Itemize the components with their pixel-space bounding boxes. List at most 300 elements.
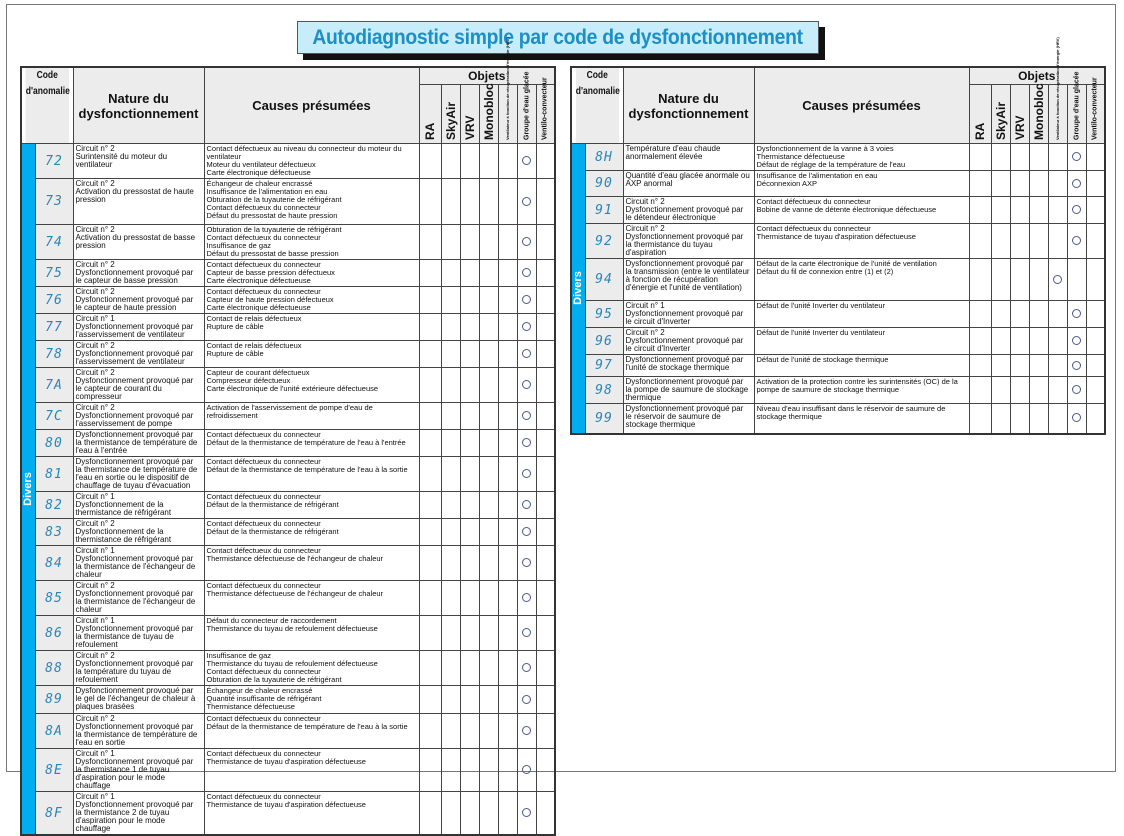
object-cell: [536, 260, 555, 287]
nature-cell: [623, 197, 754, 224]
object-cell: [1048, 171, 1067, 197]
cause-line: Contact défectueux du connecteur: [206, 287, 321, 296]
object-cell: [991, 301, 1010, 328]
nature-line: Dysfonctionnement provoqué par le circuit d'Inverter: [625, 309, 744, 326]
object-cell: [460, 287, 479, 314]
causes-cell: [204, 546, 419, 581]
object-cell: [441, 686, 460, 714]
table-row: [21, 651, 555, 686]
cause-line: Capteur de basse pression défectueux: [206, 268, 335, 277]
error-code: 8E: [35, 749, 73, 792]
object-cell: [517, 546, 536, 581]
applicable-mark-icon: [522, 349, 531, 358]
title-banner: [297, 21, 819, 54]
nature-cell: [73, 457, 204, 492]
cause-line: Thermistance de tuyau d'aspiration défectueuse: [206, 800, 366, 809]
object-cell: [536, 714, 555, 749]
object-cell: [536, 546, 555, 581]
object-cell: [441, 616, 460, 651]
nature-line: Dysfonctionnement provoqué par le capteur de courant du compresseur: [75, 376, 194, 401]
causes-cell: [204, 616, 419, 651]
nature-cell: [73, 403, 204, 430]
table-row: [571, 377, 1105, 404]
object-cell: [517, 403, 536, 430]
object-cell: [441, 546, 460, 581]
object-cell: [1010, 377, 1029, 404]
object-cell: [479, 519, 498, 546]
table-row: [571, 259, 1105, 301]
table-row: [571, 197, 1105, 224]
table-row: [21, 714, 555, 749]
object-cell: [460, 179, 479, 225]
cause-line: Quantité insuffisante de réfrigérant: [206, 694, 322, 703]
object-cell: [1010, 144, 1029, 171]
cause-line: Obturation de la tuyauterie de réfrigérant: [206, 195, 342, 204]
object-cell: [479, 457, 498, 492]
causes-cell: [754, 377, 969, 404]
object-cell: [536, 616, 555, 651]
object-cell: [419, 581, 441, 616]
causes-cell: [204, 144, 419, 179]
object-cell: [1010, 224, 1029, 259]
table-row: [571, 328, 1105, 355]
column-label: Groupe d'eau glacée: [523, 71, 530, 140]
object-cell: [1048, 259, 1067, 301]
object-cell: [441, 179, 460, 225]
object-cell: [498, 144, 517, 179]
object-cell: [460, 368, 479, 403]
column-label: SkyAir: [443, 101, 458, 140]
object-cell: [460, 686, 479, 714]
nature-line: Dysfonctionnement provoqué par la thermistance de température de l'eau à l'entrée: [75, 430, 198, 455]
cause-line: Activation de la protection contre les surintensités (OC) de la pompe de saumure de stockage thermique: [756, 377, 958, 394]
table-row: [21, 492, 555, 519]
applicable-mark-icon: [522, 268, 531, 277]
cause-line: Thermistance défectueuse de l'échangeur de chaleur: [206, 589, 384, 598]
group-divers: [21, 144, 35, 836]
causes-cell: [204, 792, 419, 836]
nature-line: Circuit n° 2: [75, 714, 115, 723]
nature-line: Circuit n° 1: [75, 492, 115, 501]
nature-line: Circuit n° 2: [75, 260, 115, 269]
object-cell: [536, 581, 555, 616]
column-label: Ventilateur à fonction de récupération d'énergie (HRV): [504, 37, 510, 140]
object-cell: [441, 260, 460, 287]
nature-line: Circuit n° 2: [75, 403, 115, 412]
cause-line: Rupture de câble: [206, 349, 264, 358]
object-cell: [1086, 355, 1105, 377]
nature-line: Circuit n° 1: [625, 301, 665, 310]
applicable-mark-icon: [522, 380, 531, 389]
error-code: 78: [35, 341, 73, 368]
diagnostic-table-left: [20, 37, 556, 836]
causes-cell: [204, 430, 419, 457]
object-cell: [419, 368, 441, 403]
column-label: VRV: [462, 115, 477, 140]
object-cell: [460, 546, 479, 581]
nature-line: Dysfonctionnement de la thermistance de réfrigérant: [75, 527, 172, 544]
object-cell: [991, 171, 1010, 197]
object-cell: [1086, 197, 1105, 224]
object-cell: [419, 519, 441, 546]
page-title: Autodiagnostic simple par code de dysfonctionnement: [312, 25, 804, 49]
object-cell: [498, 430, 517, 457]
object-cell: [441, 792, 460, 836]
nature-cell: [73, 651, 204, 686]
nature-line: Quantité d'eau glacée anormale ou AXP anormal: [625, 171, 750, 188]
nature-line: Circuit n° 1: [75, 792, 115, 801]
error-code: 95: [585, 301, 623, 328]
object-cell: [460, 749, 479, 792]
nature-cell: [73, 225, 204, 260]
table-row: [21, 179, 555, 225]
object-cell: [498, 403, 517, 430]
applicable-mark-icon: [522, 411, 531, 420]
object-cell: [517, 287, 536, 314]
causes-cell: [204, 519, 419, 546]
object-cell: [441, 368, 460, 403]
object-cell: [517, 651, 536, 686]
object-cell: [419, 144, 441, 179]
object-cell: [441, 403, 460, 430]
header-column: [969, 85, 991, 144]
cause-line: Défaut de l'unité Inverter du ventilateur: [756, 328, 886, 337]
cause-line: Défaut de la thermistance de température de l'eau à la sortie: [206, 722, 408, 731]
applicable-mark-icon: [1072, 236, 1081, 245]
causes-cell: [204, 403, 419, 430]
object-cell: [1029, 224, 1048, 259]
header-column: [419, 85, 441, 144]
applicable-mark-icon: [1072, 179, 1081, 188]
table-row: [21, 403, 555, 430]
object-cell: [969, 259, 991, 301]
object-cell: [419, 314, 441, 341]
object-cell: [969, 224, 991, 259]
nature-cell: [623, 301, 754, 328]
nature-cell: [73, 368, 204, 403]
applicable-mark-icon: [1072, 152, 1081, 161]
applicable-mark-icon: [522, 558, 531, 567]
object-cell: [969, 171, 991, 197]
table-row: [571, 355, 1105, 377]
error-code: 80: [35, 430, 73, 457]
object-cell: [1010, 404, 1029, 434]
error-code: 81: [35, 457, 73, 492]
nature-line: Dysfonctionnement provoqué par la pompe de saumure de stockage thermique: [625, 377, 749, 402]
object-cell: [479, 651, 498, 686]
object-cell: [460, 792, 479, 836]
object-cell: [1010, 301, 1029, 328]
nature-line: Surintensité du moteur du ventilateur: [75, 152, 168, 169]
causes-cell: [754, 197, 969, 224]
object-cell: [517, 581, 536, 616]
table-row: [21, 225, 555, 260]
nature-line: Dysfonctionnement provoqué par l'unité de stockage thermique: [625, 355, 744, 372]
cause-line: Carte électronique défectueuse: [206, 303, 311, 312]
error-code: 72: [35, 144, 73, 179]
object-cell: [498, 287, 517, 314]
object-cell: [419, 616, 441, 651]
object-cell: [479, 546, 498, 581]
cause-line: Défaut du fil de connexion entre (1) et (2): [756, 267, 894, 276]
object-cell: [1067, 144, 1086, 171]
object-cell: [419, 260, 441, 287]
object-cell: [1029, 259, 1048, 301]
object-cell: [1086, 259, 1105, 301]
nature-line: Circuit n° 1: [75, 314, 115, 323]
object-cell: [517, 314, 536, 341]
cause-line: Contact défectueux du connecteur: [206, 667, 321, 676]
error-code: 77: [35, 314, 73, 341]
object-cell: [460, 581, 479, 616]
object-cell: [460, 341, 479, 368]
object-cell: [1086, 144, 1105, 171]
object-cell: [517, 430, 536, 457]
cause-line: Activation de l'asservissement de pompe d'eau de refroidissement: [206, 403, 373, 420]
cause-line: Contact défectueux du connecteur: [206, 546, 321, 555]
object-cell: [1029, 328, 1048, 355]
error-code: 82: [35, 492, 73, 519]
object-cell: [460, 260, 479, 287]
object-cell: [517, 225, 536, 260]
nature-cell: [73, 714, 204, 749]
object-cell: [498, 581, 517, 616]
title-box: [297, 21, 819, 54]
header-causes: Causes présumées: [754, 67, 969, 144]
nature-cell: [73, 519, 204, 546]
object-cell: [460, 403, 479, 430]
error-code: 7A: [35, 368, 73, 403]
object-cell: [1029, 404, 1048, 434]
object-cell: [441, 651, 460, 686]
object-cell: [1048, 328, 1067, 355]
error-code: 84: [35, 546, 73, 581]
cause-line: Déconnexion AXP: [756, 179, 817, 188]
object-cell: [1086, 171, 1105, 197]
causes-cell: [754, 259, 969, 301]
object-cell: [460, 616, 479, 651]
object-cell: [460, 714, 479, 749]
cause-line: Thermistance de tuyau d'aspiration défectueuse: [756, 232, 916, 241]
object-cell: [1067, 197, 1086, 224]
object-cell: [517, 616, 536, 651]
nature-line: Température d'eau chaude anormalement élevée: [625, 144, 721, 161]
object-cell: [419, 457, 441, 492]
object-cell: [419, 686, 441, 714]
table-row: [21, 616, 555, 651]
nature-line: Dysfonctionnement provoqué par l'asservissement de ventilateur: [75, 349, 194, 366]
header-column: [460, 85, 479, 144]
cause-line: Niveau d'eau insuffisant dans le réservoir de saumure de stockage thermique: [756, 404, 946, 421]
applicable-mark-icon: [522, 500, 531, 509]
object-cell: [441, 314, 460, 341]
header-column: [1048, 37, 1067, 144]
error-code: 73: [35, 179, 73, 225]
error-code: 89: [35, 686, 73, 714]
group-label: Divers: [22, 472, 35, 506]
object-cell: [498, 651, 517, 686]
object-cell: [460, 225, 479, 260]
object-cell: [517, 260, 536, 287]
causes-cell: [204, 368, 419, 403]
cause-line: Thermistance défectueuse: [756, 152, 845, 161]
object-cell: [536, 457, 555, 492]
applicable-mark-icon: [1072, 309, 1081, 318]
cause-line: Capteur de haute pression défectueux: [206, 295, 334, 304]
table-row: [571, 224, 1105, 259]
table-row: [21, 287, 555, 314]
nature-cell: [73, 260, 204, 287]
object-cell: [969, 404, 991, 434]
object-cell: [1086, 404, 1105, 434]
table-row: [21, 519, 555, 546]
object-cell: [441, 430, 460, 457]
cause-line: Compresseur défectueux: [206, 376, 291, 385]
object-cell: [479, 686, 498, 714]
object-cell: [460, 519, 479, 546]
cause-line: Moteur du ventilateur défectueux: [206, 160, 316, 169]
object-cell: [1010, 355, 1029, 377]
object-cell: [1067, 328, 1086, 355]
nature-line: Dysfonctionnement provoqué par l'asservissement de ventilateur: [75, 322, 194, 339]
nature-line: Circuit n° 2: [625, 197, 665, 206]
error-code: 8A: [35, 714, 73, 749]
object-cell: [1029, 171, 1048, 197]
object-cell: [441, 492, 460, 519]
object-cell: [1048, 355, 1067, 377]
causes-cell: [204, 314, 419, 341]
nature-cell: [73, 546, 204, 581]
object-cell: [460, 430, 479, 457]
header-objets: Objets: [969, 67, 1105, 85]
object-cell: [460, 144, 479, 179]
nature-cell: [73, 492, 204, 519]
cause-line: Défaut de la thermistance de réfrigérant: [206, 500, 339, 509]
object-cell: [1010, 328, 1029, 355]
nature-line: Dysfonctionnement provoqué par la température du tuyau de refoulement: [75, 659, 194, 684]
nature-line: Dysfonctionnement provoqué par la thermistance de température de l'eau en sortie: [75, 722, 198, 747]
object-cell: [536, 792, 555, 836]
object-cell: [479, 368, 498, 403]
object-cell: [1067, 259, 1086, 301]
object-cell: [1029, 377, 1048, 404]
table-row: [21, 686, 555, 714]
object-cell: [536, 430, 555, 457]
applicable-mark-icon: [522, 695, 531, 704]
nature-line: Circuit n° 2: [75, 368, 115, 377]
cause-line: Insuffisance de gaz: [206, 651, 271, 660]
object-cell: [1029, 301, 1048, 328]
object-cell: [479, 616, 498, 651]
object-cell: [1029, 197, 1048, 224]
header-column: [1067, 71, 1086, 144]
object-cell: [536, 314, 555, 341]
object-cell: [991, 259, 1010, 301]
object-cell: [479, 430, 498, 457]
nature-cell: [623, 377, 754, 404]
object-cell: [460, 457, 479, 492]
header-column: [991, 85, 1010, 144]
nature-cell: [73, 581, 204, 616]
object-cell: [969, 144, 991, 171]
object-cell: [498, 368, 517, 403]
object-cell: [969, 355, 991, 377]
object-cell: [479, 144, 498, 179]
object-cell: [419, 714, 441, 749]
cause-line: Contact défectueux du connecteur: [206, 581, 321, 590]
object-cell: [479, 225, 498, 260]
error-code: 7C: [35, 403, 73, 430]
nature-line: Dysfonctionnement provoqué par la thermistance 2 de tuyau d'aspiration pour le mode chauffage: [75, 800, 194, 833]
object-cell: [479, 179, 498, 225]
cause-line: Capteur de courant défectueux: [206, 368, 310, 377]
cause-line: Contact défectueux du connecteur: [206, 714, 321, 723]
table-row: [571, 171, 1105, 197]
object-cell: [991, 404, 1010, 434]
header-column: [441, 85, 460, 144]
applicable-mark-icon: [522, 438, 531, 447]
table-row: [21, 144, 555, 179]
object-cell: [536, 368, 555, 403]
header-column: [1010, 85, 1029, 144]
object-cell: [479, 314, 498, 341]
applicable-mark-icon: [522, 628, 531, 637]
error-code: 8H: [585, 144, 623, 171]
object-cell: [969, 328, 991, 355]
causes-cell: [754, 404, 969, 434]
cause-line: Carte électronique défectueuse: [206, 276, 311, 285]
object-cell: [1010, 171, 1029, 197]
causes-cell: [204, 686, 419, 714]
cause-line: Thermistance du tuyau de refoulement défectueuse: [206, 659, 378, 668]
object-cell: [969, 197, 991, 224]
nature-line: Activation du pressostat de basse pression: [75, 233, 196, 250]
nature-line: Dysfonctionnement provoqué par la thermistance de tuyau de refoulement: [75, 624, 194, 649]
object-cell: [517, 341, 536, 368]
column-label: Groupe d'eau glacée: [1073, 71, 1080, 140]
causes-cell: [204, 749, 419, 792]
object-cell: [1048, 404, 1067, 434]
causes-cell: [754, 355, 969, 377]
cause-line: Bobine de vanne de détente électronique défectueuse: [756, 205, 937, 214]
cause-line: Contact de relais défectueux: [206, 341, 302, 350]
nature-line: Dysfonctionnement provoqué par la transmission (entre le ventilateur à fonction de récupération d'énergie et l'unité de ventilation): [625, 259, 750, 292]
object-cell: [441, 714, 460, 749]
cause-line: Insuffisance de l'alimentation en eau: [206, 187, 328, 196]
object-cell: [419, 287, 441, 314]
object-cell: [517, 714, 536, 749]
group-divers: [571, 144, 585, 434]
table-row: [21, 457, 555, 492]
header-column: [498, 37, 517, 144]
causes-cell: [204, 260, 419, 287]
object-cell: [419, 403, 441, 430]
header-code: Code d'anomalie: [575, 67, 619, 144]
cause-line: Contact défectueux du connecteur: [206, 233, 321, 242]
nature-cell: [73, 686, 204, 714]
causes-cell: [204, 341, 419, 368]
object-cell: [517, 144, 536, 179]
causes-cell: [754, 171, 969, 197]
object-cell: [536, 403, 555, 430]
object-cell: [1048, 144, 1067, 171]
cause-line: Obturation de la tuyauterie de réfrigérant: [206, 225, 342, 234]
nature-line: Circuit n° 2: [625, 224, 665, 233]
nature-cell: [623, 355, 754, 377]
nature-line: Circuit n° 2: [75, 341, 115, 350]
applicable-mark-icon: [1072, 205, 1081, 214]
table-row: [21, 368, 555, 403]
